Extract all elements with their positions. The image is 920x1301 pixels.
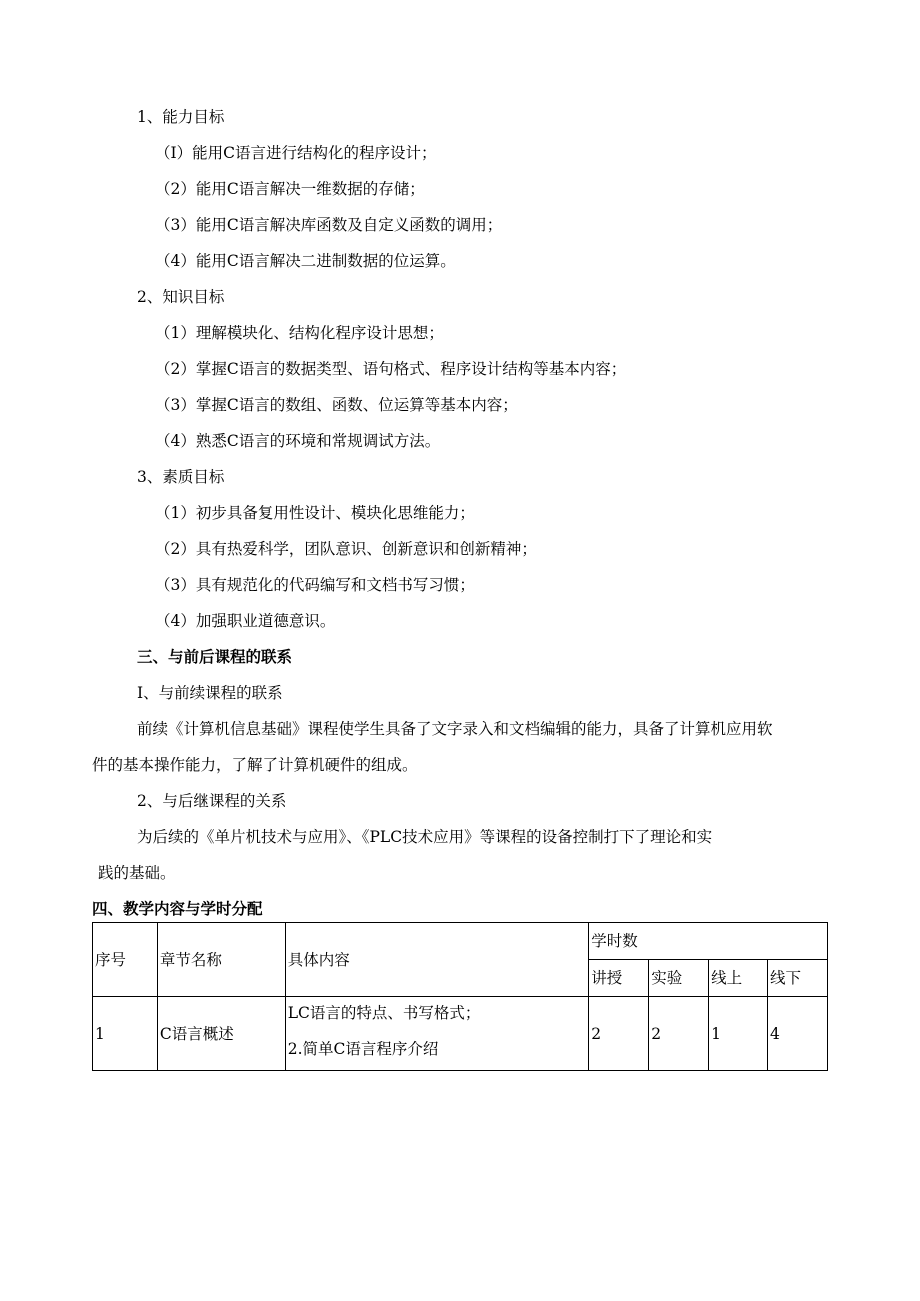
header-offline: 线下 xyxy=(768,960,828,997)
knowledge-item-4: （4）熟悉C语言的环境和常规调试方法。 xyxy=(155,432,441,450)
quality-item-2: （2）具有热爱科学，团队意识、创新意识和创新精神； xyxy=(155,540,537,558)
section3-para2-line2: 践的基础。 xyxy=(98,864,176,882)
ability-item-1: （I）能用C语言进行结构化的程序设计； xyxy=(155,144,437,162)
knowledge-item-3: （3）掌握C语言的数组、函数、位运算等基本内容； xyxy=(155,396,518,414)
schedule-table xyxy=(92,922,828,1071)
ability-item-3: （3）能用C语言解决库函数及自定义函数的调用； xyxy=(155,216,503,234)
header-lecture: 讲授 xyxy=(589,960,649,997)
section4-title: 四、教学内容与学时分配 xyxy=(92,899,263,918)
section3-para1-line1: 前续《计算机信息基础》课程使学生具备了文字录入和文档编辑的能力，具备了计算机应用软 xyxy=(137,720,773,738)
header-seq: 序号 xyxy=(93,923,158,997)
header-experiment: 实验 xyxy=(649,960,709,997)
row-chapter: C语言概述 xyxy=(157,997,285,1071)
knowledge-heading: 2、知识目标 xyxy=(137,288,225,306)
section3-para2-line1: 为后续的《单片机技术与应用》、《PLC技术应用》等课程的设备控制打下了理论和实 xyxy=(137,828,713,846)
quality-item-3: （3）具有规范化的代码编写和文档书写习惯； xyxy=(155,576,475,594)
header-chapter: 章节名称 xyxy=(157,923,285,997)
row-content-line1: LC语言的特点、书写格式； xyxy=(287,1004,481,1022)
section3-sub2: 2、与后继课程的关系 xyxy=(137,792,287,810)
table-row xyxy=(93,997,828,1071)
ability-item-4: （4）能用C语言解决二进制数据的位运算。 xyxy=(155,252,456,270)
knowledge-item-2: （2）掌握C语言的数据类型、语句格式、程序设计结构等基本内容； xyxy=(155,360,627,378)
quality-item-1: （1）初步具备复用性设计、模块化思维能力； xyxy=(155,504,475,522)
row-experiment: 2 xyxy=(649,997,709,1071)
quality-heading: 3、素质目标 xyxy=(137,468,225,486)
row-offline: 4 xyxy=(768,997,828,1071)
row-seq: 1 xyxy=(93,997,158,1071)
header-content: 具体内容 xyxy=(285,923,589,997)
row-online: 1 xyxy=(709,997,768,1071)
row-content-line2: 2.简单C语言程序介绍 xyxy=(287,1040,439,1058)
header-online: 线上 xyxy=(709,960,768,997)
section3-title: 三、与前后课程的联系 xyxy=(137,647,293,666)
row-content xyxy=(285,997,589,1071)
ability-heading: 1、能力目标 xyxy=(137,108,225,126)
header-hours: 学时数 xyxy=(589,923,828,960)
section3-sub1: I、与前续课程的联系 xyxy=(137,684,283,702)
knowledge-item-1: （1）理解模块化、结构化程序设计思想； xyxy=(155,324,444,342)
section3-para1-line2: 件的基本操作能力，了解了计算机硬件的组成。 xyxy=(92,756,418,774)
table-header-row xyxy=(93,923,828,960)
row-lecture: 2 xyxy=(589,997,649,1071)
ability-item-2: （2）能用C语言解决一维数据的存储； xyxy=(155,180,425,198)
quality-item-4: （4）加强职业道德意识。 xyxy=(155,612,336,630)
